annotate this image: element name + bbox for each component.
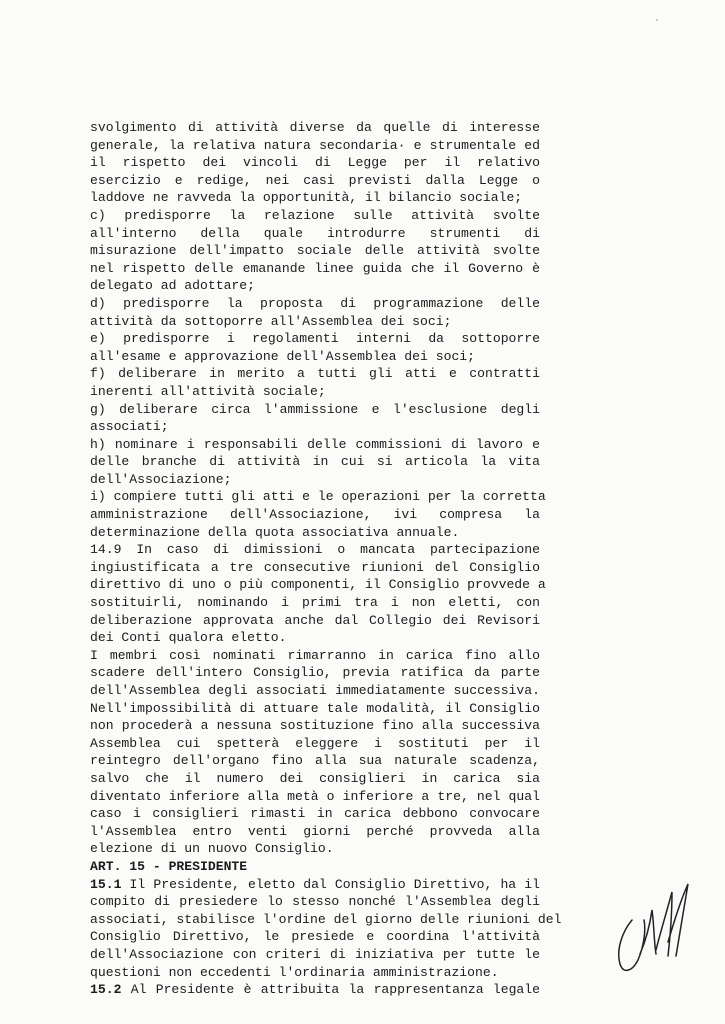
line-text: g) deliberare circa l'ammissione e l'esclusione degli bbox=[90, 401, 540, 417]
line-text: delegato ad adottare; bbox=[90, 278, 256, 294]
text-line bbox=[90, 207, 540, 225]
text-line bbox=[90, 876, 540, 894]
text-line bbox=[90, 700, 540, 718]
line-text: Assemblea cui spetterà eleggere i sostituti per il bbox=[90, 735, 540, 751]
text-line bbox=[90, 488, 546, 506]
text-line bbox=[90, 383, 540, 401]
line-text: reintegro dell'organo fino alla sua naturale scadenza, bbox=[90, 753, 540, 769]
text-line bbox=[90, 770, 540, 788]
text-line bbox=[90, 277, 540, 295]
text-line bbox=[90, 788, 540, 806]
line-text: il rispetto dei vincoli di Legge per il relativo bbox=[90, 155, 540, 171]
text-line bbox=[90, 401, 540, 419]
line-text: Il Presidente, eletto dal Consiglio Direttivo, ha il bbox=[121, 876, 540, 892]
text-line bbox=[90, 946, 540, 964]
line-text: deliberazione approvata anche dal Collegio dei Revisori bbox=[90, 612, 540, 628]
line-text: e) predisporre i regolamenti interni da sottoporre bbox=[90, 331, 540, 347]
text-line bbox=[90, 313, 540, 331]
text-line bbox=[90, 260, 540, 278]
line-text: attività da sottoporre all'Assemblea dei soci; bbox=[90, 313, 452, 329]
text-line bbox=[90, 172, 540, 190]
line-text: direttivo di uno o più componenti, il Consiglio provvede a bbox=[90, 577, 546, 593]
line-text: l'Assemblea entro venti giorni perché provveda alla bbox=[90, 823, 540, 839]
text-line bbox=[90, 717, 540, 735]
text-line bbox=[90, 840, 540, 858]
text-line bbox=[90, 752, 540, 770]
text-line bbox=[90, 541, 540, 559]
text-line bbox=[90, 436, 540, 454]
text-line bbox=[90, 418, 540, 436]
line-text: h) nominare i responsabili delle commissioni di lavoro e bbox=[90, 436, 540, 452]
line-text: svolgimento di attività diverse da quelle di interesse bbox=[90, 120, 540, 135]
handwritten-signature bbox=[610, 880, 692, 980]
line-text: Nell'impossibilità di attuare tale modalità, il Consiglio bbox=[90, 700, 540, 716]
text-line bbox=[90, 647, 540, 665]
line-text: misurazione dell'impatto sociale delle attività svolte bbox=[90, 243, 540, 259]
line-text: ART. 15 - PRESIDENTE bbox=[90, 858, 248, 874]
line-text: amministrazione dell'Associazione, ivi compresa la bbox=[90, 507, 540, 523]
text-line bbox=[90, 348, 540, 366]
line-text: generale, la relativa natura secondaria· e strumentale ed bbox=[90, 137, 540, 153]
text-line bbox=[90, 119, 540, 137]
text-line bbox=[90, 682, 540, 700]
text-line bbox=[90, 805, 540, 823]
line-text: Consiglio Direttivo, le presiede e coordina l'attività bbox=[90, 929, 540, 945]
line-text: f) deliberare in merito a tutti gli atti e contratti bbox=[90, 366, 540, 382]
line-text: inerenti all'attività sociale; bbox=[90, 383, 326, 399]
text-line bbox=[90, 154, 540, 172]
page-corner-mark bbox=[655, 18, 659, 22]
text-line bbox=[90, 453, 540, 471]
line-text: scadere dell'intero Consiglio, previa ratifica da parte bbox=[90, 665, 540, 681]
text-line bbox=[90, 524, 540, 542]
line-text: d) predisporre la proposta di programmazione delle bbox=[90, 295, 540, 311]
line-text: all'esame e approvazione dell'Assemblea dei soci; bbox=[90, 348, 476, 364]
line-text: sostituirli, nominando i primi tra i non eletti, con bbox=[90, 595, 540, 611]
line-text: compito di presiedere lo stesso nonché l'Assemblea degli bbox=[90, 894, 540, 910]
text-line bbox=[90, 612, 540, 630]
line-text: laddove ne ravveda la opportunità, il bilancio sociale; bbox=[90, 190, 523, 206]
text-line bbox=[90, 981, 540, 999]
text-line bbox=[90, 506, 540, 524]
line-text: associati, stabilisce l'ordine del giorno delle riunioni del bbox=[90, 911, 562, 927]
line-text: determinazione della quota associativa annuale. bbox=[90, 524, 460, 540]
text-line bbox=[90, 189, 540, 207]
line-text: nel rispetto delle emanande linee guida che il Governo è bbox=[90, 260, 540, 276]
line-text: ingiustificata a tre consecutive riunioni del Consiglio bbox=[90, 559, 540, 575]
text-line bbox=[90, 576, 546, 594]
text-line bbox=[90, 893, 540, 911]
text-line bbox=[90, 365, 540, 383]
line-text: caso i consiglieri rimasti in carica debbono convocare bbox=[90, 806, 540, 822]
line-text: delle branche di attività in cui si articola la vita bbox=[90, 454, 540, 470]
section-heading bbox=[90, 858, 540, 876]
text-line bbox=[90, 471, 540, 489]
text-line bbox=[90, 225, 540, 243]
line-text: all'interno della quale introdurre strumenti di bbox=[90, 225, 540, 241]
line-text: i) compiere tutti gli atti e le operazioni per la corretta bbox=[90, 489, 546, 505]
text-line bbox=[90, 629, 540, 647]
line-text: associati; bbox=[90, 419, 169, 435]
text-line bbox=[90, 911, 562, 929]
text-line bbox=[90, 735, 540, 753]
paragraph-number: 15.2 bbox=[90, 982, 122, 998]
paragraph-number: 15.1 bbox=[90, 876, 122, 892]
text-line bbox=[90, 823, 540, 841]
line-text: c) predisporre la relazione sulle attività svolte bbox=[90, 207, 540, 223]
text-line bbox=[90, 594, 540, 612]
text-line bbox=[90, 559, 540, 577]
line-text: Al Presidente è attribuita la rappresentanza legale bbox=[121, 982, 540, 998]
line-text: questioni non eccedenti l'ordinaria amministrazione. bbox=[90, 964, 499, 980]
line-text: 14.9 In caso di dimissioni o mancata partecipazione bbox=[90, 542, 540, 558]
line-text: dell'Assemblea degli associati immediatamente successiva. bbox=[90, 683, 540, 698]
text-line bbox=[90, 964, 540, 982]
text-line bbox=[90, 928, 540, 946]
line-text: diventato inferiore alla metà o inferiore a tre, nel qual bbox=[90, 788, 540, 804]
text-line bbox=[90, 664, 540, 682]
line-text: salvo che il numero dei consiglieri in carica sia bbox=[90, 770, 540, 786]
line-text: esercizio e redige, nei casi previsti dalla Legge o bbox=[90, 172, 540, 188]
text-line bbox=[90, 242, 540, 260]
text-line bbox=[90, 295, 540, 313]
line-text: dell'Associazione con criteri di iniziativa per tutte le bbox=[90, 946, 540, 962]
line-text: dei Conti qualora eletto. bbox=[90, 630, 287, 646]
text-line bbox=[90, 137, 540, 155]
line-text: elezione di un nuovo Consiglio. bbox=[90, 841, 334, 857]
line-text: dell'Associazione; bbox=[90, 471, 232, 487]
line-text: I membri così nominati rimarranno in carica fino allo bbox=[90, 647, 540, 663]
line-text: non procederà a nessuna sostituzione fino alla successiva bbox=[90, 718, 540, 734]
text-line bbox=[90, 330, 540, 348]
document-body bbox=[90, 119, 562, 999]
